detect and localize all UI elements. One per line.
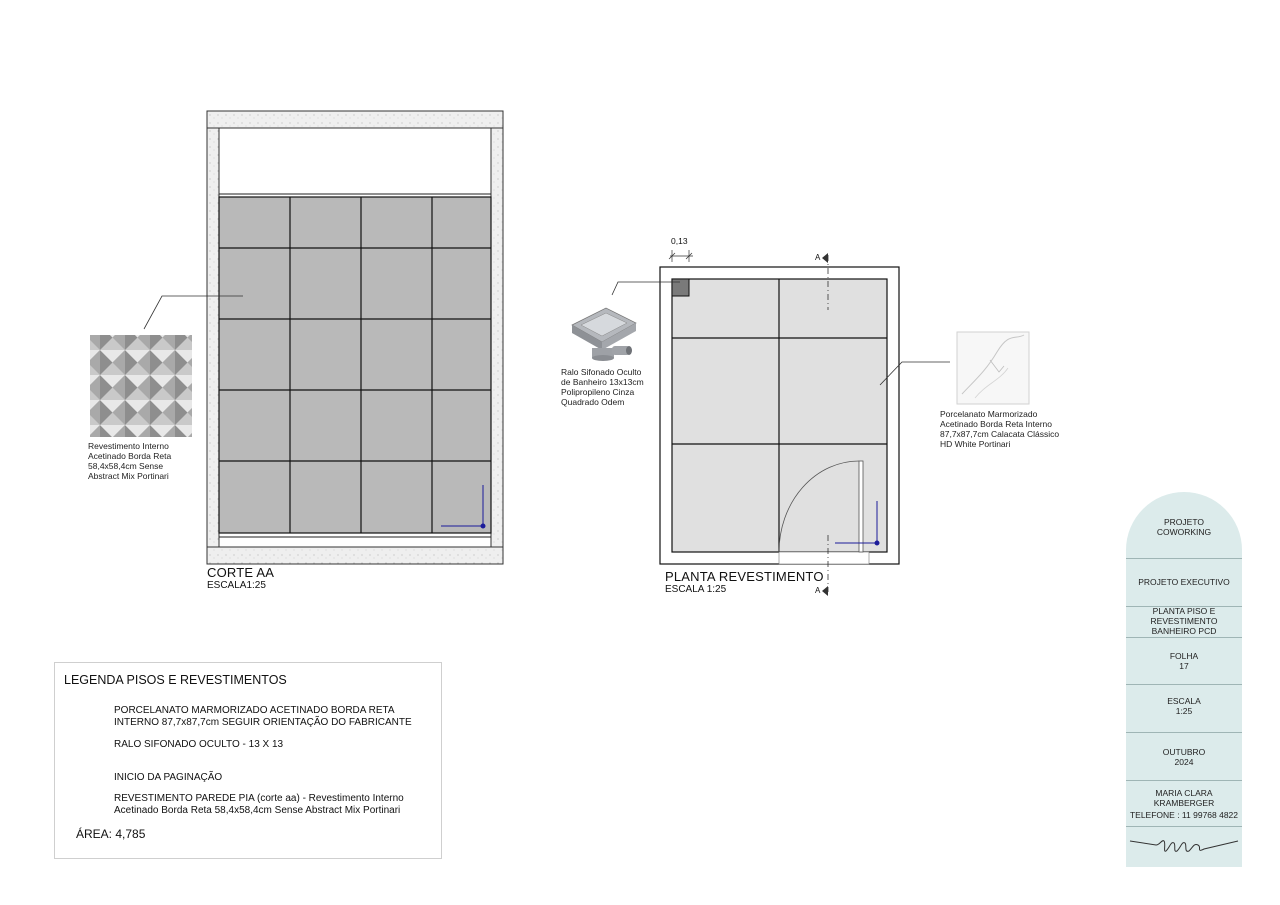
area-label: ÁREA: 4,785 bbox=[76, 827, 146, 841]
drain-note: Ralo Sifonado Oculto de Banheiro 13x13cm Polipropileno Cinza Quadrado Odem bbox=[561, 367, 644, 407]
corte-bottom-slab bbox=[207, 547, 503, 564]
corte-aa-drawing bbox=[144, 111, 503, 564]
corte-left-wall bbox=[207, 128, 219, 547]
wall-tile-note: Revestimento Interno Acetinado Borda Reta 58,4x58,4cm Sense Abstract Mix Portinari bbox=[88, 441, 172, 481]
corte-title: CORTE AA bbox=[207, 565, 275, 580]
drain-product-image bbox=[572, 308, 636, 361]
stamp-folha: FOLHA 17 bbox=[1169, 651, 1199, 671]
planta-drawing bbox=[612, 250, 950, 596]
planta-title: PLANTA REVESTIMENTO bbox=[665, 569, 824, 584]
stamp-project: PROJETO COWORKING bbox=[1156, 517, 1212, 537]
corte-scale: ESCALA1:25 bbox=[207, 580, 266, 591]
legend-title: LEGENDA PISOS E REVESTIMENTOS bbox=[64, 673, 287, 687]
drain-square bbox=[672, 279, 689, 296]
dimension-line bbox=[669, 250, 693, 262]
dimension-label: 0,13 bbox=[671, 236, 688, 246]
corte-right-wall bbox=[491, 128, 503, 547]
legend-item-floor: PORCELANATO MARMORIZADO ACETINADO BORDA RETA INTERNO 87,7x87,7cm SEGUIR ORIENTAÇÃO DO FABRICANTE bbox=[114, 705, 412, 728]
signature-logo bbox=[1126, 827, 1242, 867]
stamp-phase: PROJETO EXECUTIVO bbox=[1138, 577, 1230, 587]
legend-panel bbox=[54, 662, 442, 859]
door-leaf bbox=[859, 461, 863, 552]
section-mark-bottom: A bbox=[815, 586, 821, 595]
section-arrow-top bbox=[822, 253, 828, 263]
stamp-sheet-title: PLANTA PISO E REVESTIMENTO BANHEIRO PCD bbox=[1150, 606, 1218, 636]
stamp-escala: ESCALA 1:25 bbox=[1167, 696, 1201, 716]
section-mark-top: A bbox=[815, 253, 821, 262]
title-stamp bbox=[1126, 492, 1242, 867]
legend-item-start: INICIO DA PAGINAÇÃO bbox=[114, 772, 223, 783]
corte-top-slab bbox=[207, 111, 503, 128]
stamp-date: OUTUBRO 2024 bbox=[1162, 747, 1206, 767]
legend-item-wall: REVESTIMENTO PAREDE PIA (corte aa) - Revestimento Interno Acetinado Borda Reta 58,4x58,4cm Sense Abstract Mix Portinari bbox=[114, 793, 404, 816]
wall-tile-swatch bbox=[90, 335, 192, 437]
planta-scale: ESCALA 1:25 bbox=[665, 584, 727, 595]
stamp-author: MARIA CLARA KRAMBERGER bbox=[1153, 788, 1215, 808]
stamp-phone: TELEFONE : 11 99768 4822 bbox=[1129, 810, 1239, 820]
section-arrow-bottom bbox=[822, 586, 828, 596]
floor-tile-note: Porcelanato Marmorizado Acetinado Borda Reta Interno 87,7x87,7cm Calacata Clássico HD White Portinari bbox=[940, 409, 1060, 449]
legend-item-drain: RALO SIFONADO OCULTO - 13 X 13 bbox=[114, 739, 284, 750]
floor-tile-swatch bbox=[957, 332, 1029, 404]
door-opening bbox=[779, 552, 869, 564]
